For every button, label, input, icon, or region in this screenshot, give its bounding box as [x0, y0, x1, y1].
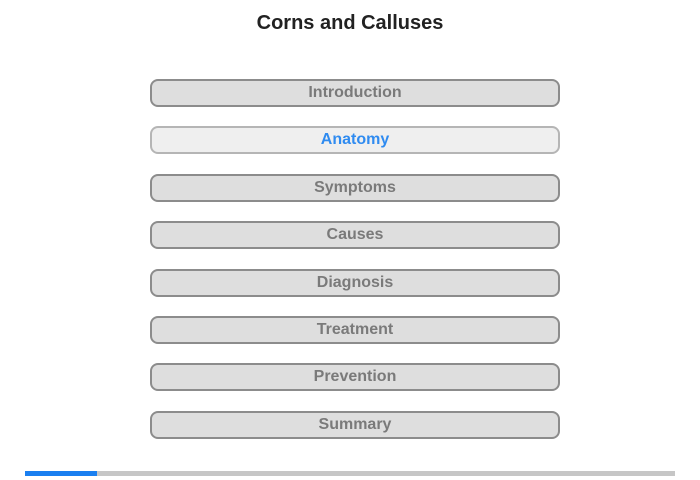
- menu-item-treatment[interactable]: Treatment: [150, 316, 560, 344]
- menu-item-summary[interactable]: Summary: [150, 411, 560, 439]
- menu-item-introduction[interactable]: Introduction: [150, 79, 560, 107]
- progress-bar: [25, 471, 675, 476]
- page-title: Corns and Calluses: [256, 12, 444, 34]
- menu-item-causes[interactable]: Causes: [150, 221, 560, 249]
- menu-item-anatomy[interactable]: Anatomy: [150, 126, 560, 154]
- chapter-menu: [150, 79, 560, 458]
- menu-item-diagnosis[interactable]: Diagnosis: [150, 269, 560, 297]
- progress-bar-fill: [25, 471, 97, 476]
- menu-item-symptoms[interactable]: Symptoms: [150, 174, 560, 202]
- menu-item-prevention[interactable]: Prevention: [150, 363, 560, 391]
